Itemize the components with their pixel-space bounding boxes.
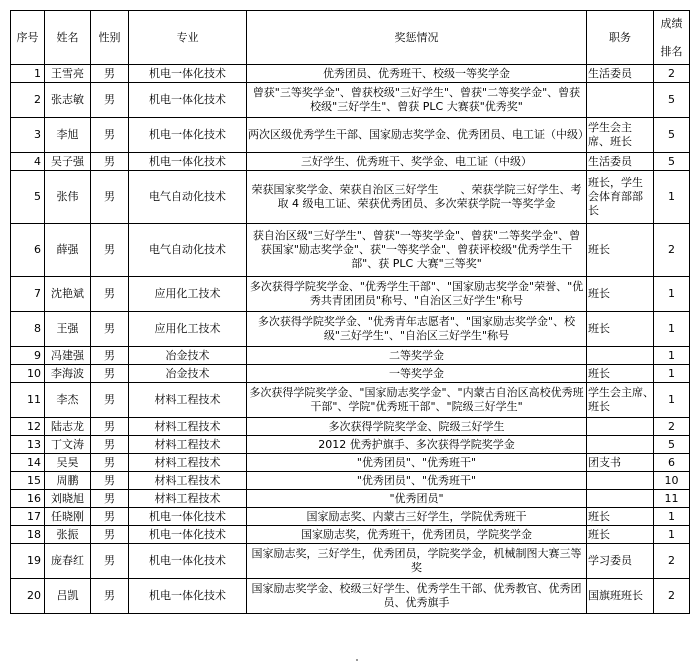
header-row: [11, 11, 690, 65]
cell-major: 材料工程技术: [129, 383, 247, 418]
header-major: 专业: [129, 11, 247, 65]
cell-rank: 2: [654, 579, 690, 614]
cell-rank: 10: [654, 472, 690, 490]
cell-rank: 1: [654, 383, 690, 418]
cell-position: 学生会主席、 班长: [587, 383, 654, 418]
cell-awards: 曾获"三等奖学金"、曾获校级"三好学生"、曾获"二等奖学金"、曾获校级"三好学生"、曾获 PLC 大赛获"优秀奖": [247, 83, 587, 118]
cell-gender: 男: [91, 544, 129, 579]
header-gender: 性别: [91, 11, 129, 65]
cell-rank: 2: [654, 224, 690, 277]
cell-gender: 男: [91, 153, 129, 171]
cell-rank: 6: [654, 454, 690, 472]
cell-awards: 国家励志奖，三好学生，优秀团员，学院奖学金，机械制图大赛三等奖: [247, 544, 587, 579]
cell-gender: 男: [91, 277, 129, 312]
cell-awards: 一等奖学金: [247, 365, 587, 383]
cell-name: 张振: [45, 526, 91, 544]
header-position: 职务: [587, 11, 654, 65]
cell-position: 班长: [587, 526, 654, 544]
cell-index: 2: [11, 83, 45, 118]
cell-index: 9: [11, 347, 45, 365]
cell-name: 王强: [45, 312, 91, 347]
cell-awards: 多次获得学院奖学金、"优秀青年志愿者"、"国家励志奖学金"、校级"三好学生"、"自治区三好学生"称号: [247, 312, 587, 347]
cell-name: 吴子强: [45, 153, 91, 171]
cell-position: [587, 347, 654, 365]
cell-major: 机电一体化技术: [129, 153, 247, 171]
cell-awards: "优秀团员": [247, 490, 587, 508]
table-row: [11, 118, 690, 153]
cell-name: 王雪亮: [45, 65, 91, 83]
student-awards-table: [10, 10, 690, 614]
cell-rank: 5: [654, 153, 690, 171]
cell-rank: 2: [654, 418, 690, 436]
table-row: [11, 526, 690, 544]
cell-name: 陆志龙: [45, 418, 91, 436]
header-awards: 奖惩情况: [247, 11, 587, 65]
cell-gender: 男: [91, 436, 129, 454]
header-name: 姓名: [45, 11, 91, 65]
cell-gender: 男: [91, 454, 129, 472]
cell-index: 11: [11, 383, 45, 418]
cell-gender: 男: [91, 365, 129, 383]
cell-name: 吴昊: [45, 454, 91, 472]
cell-gender: 男: [91, 65, 129, 83]
cell-index: 3: [11, 118, 45, 153]
table-row: [11, 224, 690, 277]
table-row: [11, 579, 690, 614]
table-row: [11, 171, 690, 224]
cell-awards: 三好学生、优秀班干、奖学金、电工证（中级）: [247, 153, 587, 171]
cell-rank: 5: [654, 118, 690, 153]
cell-awards: 2012 优秀护旗手、多次获得学院奖学金: [247, 436, 587, 454]
table-row: [11, 472, 690, 490]
cell-index: 17: [11, 508, 45, 526]
cell-rank: 2: [654, 65, 690, 83]
cell-rank: 1: [654, 171, 690, 224]
cell-index: 14: [11, 454, 45, 472]
cell-name: 周鹏: [45, 472, 91, 490]
cell-name: 沈艳斌: [45, 277, 91, 312]
cell-rank: 11: [654, 490, 690, 508]
cell-awards: 二等奖学金: [247, 347, 587, 365]
table-row: [11, 490, 690, 508]
table-row: [11, 454, 690, 472]
cell-name: 张志敏: [45, 83, 91, 118]
cell-position: 学生会主席、班长: [587, 118, 654, 153]
cell-awards: 荣获国家奖学金、荣获自治区三好学生 、荣获学院三好学生、考取 4 级电工证、荣获优秀团员、多次荣获学院一等奖学金: [247, 171, 587, 224]
cell-major: 机电一体化技术: [129, 83, 247, 118]
cell-gender: 男: [91, 347, 129, 365]
cell-rank: 1: [654, 365, 690, 383]
cell-position: 团支书: [587, 454, 654, 472]
cell-rank: 1: [654, 508, 690, 526]
cell-rank: 5: [654, 83, 690, 118]
cell-major: 冶金技术: [129, 365, 247, 383]
cell-major: 冶金技术: [129, 347, 247, 365]
cell-name: 薛强: [45, 224, 91, 277]
cell-rank: 1: [654, 312, 690, 347]
cell-major: 电气自动化技术: [129, 171, 247, 224]
cell-rank: 1: [654, 526, 690, 544]
cell-index: 13: [11, 436, 45, 454]
cell-gender: 男: [91, 83, 129, 118]
cell-major: 材料工程技术: [129, 472, 247, 490]
cell-awards: "优秀团员"、"优秀班干": [247, 454, 587, 472]
cell-index: 18: [11, 526, 45, 544]
cell-position: 班长: [587, 277, 654, 312]
cell-major: 机电一体化技术: [129, 65, 247, 83]
cell-awards: 多次获得学院奖学金、院级三好学生: [247, 418, 587, 436]
cell-name: 李旭: [45, 118, 91, 153]
cell-awards: 多次获得学院奖学金、"国家励志奖学金"、"内蒙古自治区高校优秀班干部"、学院"优秀班干部"、"院级三好学生": [247, 383, 587, 418]
cell-awards: 国家励志奖，优秀班干，优秀团员，学院奖学金: [247, 526, 587, 544]
cell-gender: 男: [91, 312, 129, 347]
header-rank: [654, 11, 690, 65]
cell-major: 机电一体化技术: [129, 118, 247, 153]
cell-rank: 1: [654, 347, 690, 365]
table-row: [11, 544, 690, 579]
cell-index: 12: [11, 418, 45, 436]
cell-major: 材料工程技术: [129, 454, 247, 472]
cell-name: 吕凯: [45, 579, 91, 614]
cell-position: 班长: [587, 312, 654, 347]
table-row: [11, 153, 690, 171]
cell-index: 8: [11, 312, 45, 347]
cell-major: 材料工程技术: [129, 490, 247, 508]
cell-position: 生活委员: [587, 153, 654, 171]
cell-name: 刘晓旭: [45, 490, 91, 508]
cell-index: 20: [11, 579, 45, 614]
table-row: [11, 312, 690, 347]
cell-position: [587, 418, 654, 436]
table-row: [11, 508, 690, 526]
cell-major: 机电一体化技术: [129, 508, 247, 526]
cell-awards: 国家励志奖学金、校级三好学生、优秀学生干部、优秀教官、优秀团员、优秀旗手: [247, 579, 587, 614]
cell-index: 1: [11, 65, 45, 83]
header-rank-line2: 排名: [660, 44, 683, 58]
cell-name: 任晓刚: [45, 508, 91, 526]
cell-awards: 国家励志奖、内蒙古三好学生，学院优秀班干: [247, 508, 587, 526]
cell-major: 机电一体化技术: [129, 526, 247, 544]
cell-major: 机电一体化技术: [129, 579, 247, 614]
header-rank-line1: 成绩: [660, 16, 683, 30]
cell-position: 班长: [587, 508, 654, 526]
cell-major: 应用化工技术: [129, 312, 247, 347]
table-row: [11, 277, 690, 312]
cell-index: 19: [11, 544, 45, 579]
cell-awards: 多次获得学院奖学金、"优秀学生干部"、"国家励志奖学金"荣誉、"优秀共青团团员"称号、"自治区三好学生"称号: [247, 277, 587, 312]
cell-gender: 男: [91, 224, 129, 277]
cell-index: 7: [11, 277, 45, 312]
cell-index: 10: [11, 365, 45, 383]
cell-rank: 2: [654, 544, 690, 579]
cell-position: 国旗班班长: [587, 579, 654, 614]
cell-position: [587, 472, 654, 490]
cell-awards: 两次区级优秀学生干部、国家励志奖学金、优秀团员、电工证（中级）: [247, 118, 587, 153]
table-row: [11, 436, 690, 454]
cell-awards: 优秀团员、优秀班干、校级一等奖学金: [247, 65, 587, 83]
cell-gender: 男: [91, 579, 129, 614]
cell-index: 15: [11, 472, 45, 490]
cell-name: 李海波: [45, 365, 91, 383]
cell-position: 班长: [587, 365, 654, 383]
cell-gender: 男: [91, 490, 129, 508]
cell-rank: 1: [654, 277, 690, 312]
cell-position: 班长，学生会体育部部长: [587, 171, 654, 224]
header-index: 序号: [11, 11, 45, 65]
cell-major: 应用化工技术: [129, 277, 247, 312]
cell-index: 16: [11, 490, 45, 508]
cell-major: 材料工程技术: [129, 436, 247, 454]
table-row: [11, 418, 690, 436]
cell-name: 庞春红: [45, 544, 91, 579]
cell-position: 学习委员: [587, 544, 654, 579]
cell-name: 张伟: [45, 171, 91, 224]
cell-position: [587, 83, 654, 118]
table-body: [11, 65, 690, 614]
page-dot: [356, 659, 358, 661]
cell-major: 材料工程技术: [129, 418, 247, 436]
cell-awards: "优秀团员"、"优秀班干": [247, 472, 587, 490]
cell-index: 4: [11, 153, 45, 171]
cell-gender: 男: [91, 418, 129, 436]
cell-rank: 5: [654, 436, 690, 454]
cell-gender: 男: [91, 171, 129, 224]
cell-gender: 男: [91, 118, 129, 153]
cell-index: 5: [11, 171, 45, 224]
cell-position: 班长: [587, 224, 654, 277]
cell-major: 机电一体化技术: [129, 544, 247, 579]
cell-gender: 男: [91, 508, 129, 526]
cell-awards: 获自治区级"三好学生"、曾获"一等奖学金"、曾获"二等奖学金"、曾获国家"励志奖学金"、获"一等奖学金"、曾获评校级"优秀学生干部"、获 PLC 大赛"三等奖": [247, 224, 587, 277]
cell-position: [587, 490, 654, 508]
table-row: [11, 365, 690, 383]
cell-gender: 男: [91, 472, 129, 490]
cell-index: 6: [11, 224, 45, 277]
cell-name: 李杰: [45, 383, 91, 418]
cell-position: [587, 436, 654, 454]
table-row: [11, 383, 690, 418]
cell-gender: 男: [91, 383, 129, 418]
table-row: [11, 347, 690, 365]
table-row: [11, 83, 690, 118]
table-row: [11, 65, 690, 83]
cell-name: 丁文涛: [45, 436, 91, 454]
cell-gender: 男: [91, 526, 129, 544]
cell-position: 生活委员: [587, 65, 654, 83]
cell-major: 电气自动化技术: [129, 224, 247, 277]
cell-name: 冯建强: [45, 347, 91, 365]
